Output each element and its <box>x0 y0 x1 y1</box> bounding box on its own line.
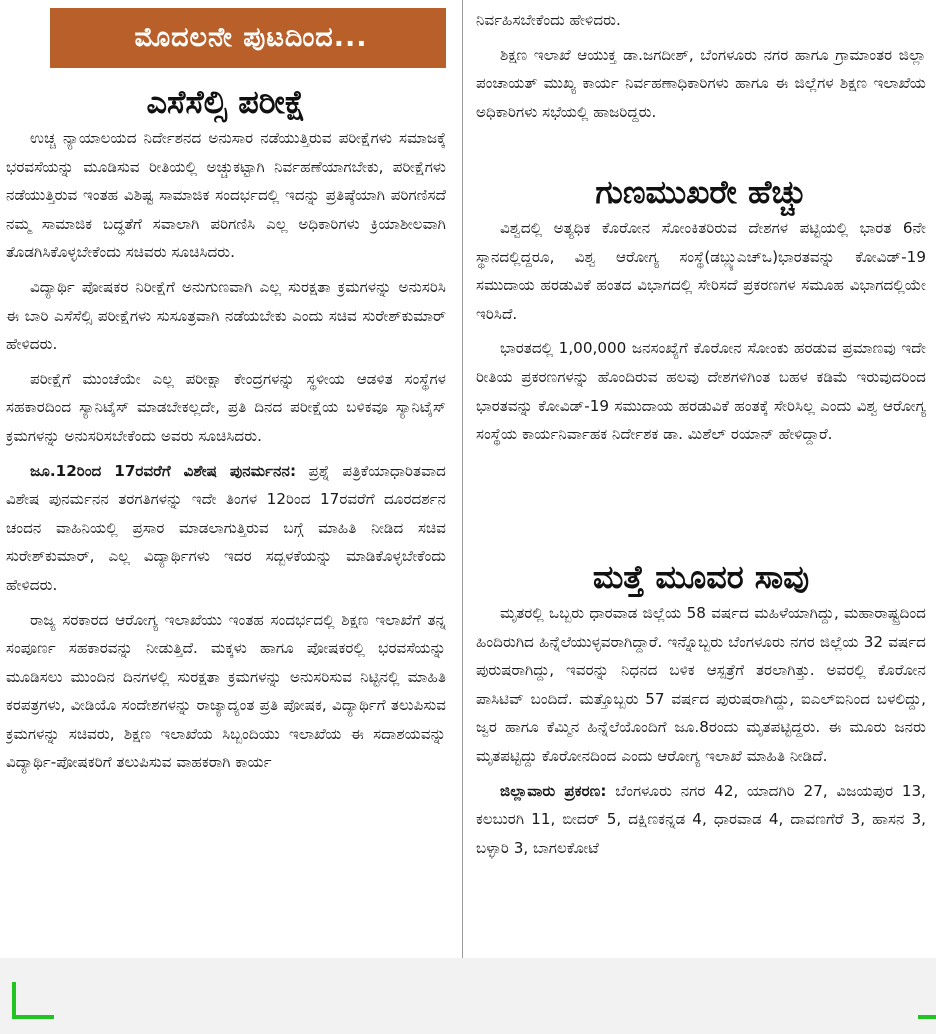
paragraph: ಪರೀಕ್ಷೆಗೆ ಮುಂಚೆಯೇ ಎಲ್ಲ ಪರೀಕ್ಷಾ ಕೇಂದ್ರಗಳನ್ನು ಸ್ಥಳೀಯ ಆಡಳಿತ ಸಂಸ್ಥೆಗಳ ಸಹಕಾರದಿಂದ ಸ್ಯಾನಿಟೈಸ್ ಮಾಡಬೇಕಲ್ಲದೇ, ಪ್ರತಿ ದಿನದ ಪರೀಕ್ಷೆಯ ಬಳಿಕವೂ ಸ್ಯಾನಿಟೈಸ್ ಕ್ರಮಗಳನ್ನು ಅನುಸರಿಸಬೇಕೆಂದು ಅವರು ಸೂಚಿಸಿದರು. <box>6 369 446 445</box>
paragraph: ವಿದ್ಯಾರ್ಥಿ ಪೋಷಕರ ನಿರೀಕ್ಷೆಗೆ ಅನುಗುಣವಾಗಿ ಎಲ್ಲ ಸುರಕ್ಷತಾ ಕ್ರಮಗಳನ್ನು ಅನುಸರಿಸಿ ಈ ಬಾರಿ ಎಸೆಸೆಲ್ಸಿ ಪರೀಕ್ಷೆಗಳು ಸುಸೂತ್ರವಾಗಿ ನಡೆಯಬೇಕು ಎಂದು ಸಚಿವ ಸುರೇಶ್‌ಕುಮಾರ್ ಹೇಳಿದರು. <box>6 277 446 354</box>
crop-mark-right-horizontal <box>918 1015 936 1019</box>
left-column <box>6 0 446 958</box>
headline-three-deaths: ಮತ್ತೆ ಮೂವರ ಸಾವು <box>592 558 810 596</box>
right-column <box>476 0 926 958</box>
paragraph: ವಿಶ್ವದಲ್ಲಿ ಅತ್ಯಧಿಕ ಕೊರೋನ ಸೋಂಕಿತರಿರುವ ದೇಶಗಳ ಪಟ್ಟಿಯಲ್ಲಿ ಭಾರತ 6ನೇ ಸ್ಥಾನದಲ್ಲಿದ್ದರೂ, ವಿಶ್ವ ಆರೋಗ್ಯ ಸಂಸ್ಥೆ(ಡಬ್ಲ್ಯುಎಚ್‌ಒ)ಭಾರತವನ್ನು ಕೋವಿಡ್-19 ಸಮುದಾಯ ಹರಡುವಿಕೆ ಹಂತದ ವಿಭಾಗದಲ್ಲಿ ಸೇರಿಸದೆ ಪ್ರಕರಣಗಳ ಸಮೂಹ ವಿಭಾಗದಲ್ಲಿಯೇ ಇರಿಸಿದೆ. <box>476 219 926 323</box>
column-divider <box>462 0 463 958</box>
crop-mark-left-horizontal <box>12 1015 54 1019</box>
paragraph-revision <box>6 457 446 600</box>
subhead-revision: ಜೂ.12ರಿಂದ 17ರವರೆಗೆ ವಿಶೇಷ ಪುನರ್ಮನನ: <box>30 461 297 480</box>
article-three-deaths <box>476 555 926 868</box>
paragraph: ಭಾರತದಲ್ಲಿ 1,00,000 ಜನಸಂಖ್ಯೆಗೆ ಕೊರೋನ ಸೋಂಕು ಹರಡುವ ಪ್ರಮಾಣವು ಇದೇ ರೀತಿಯ ಪ್ರಕರಣಗಳನ್ನು ಹೊಂದಿರುವ ಹಲವು ದೇಶಗಳಿಗಿಂತ ಬಹಳ ಕಡಿಮೆ ಇರುವುದರಿಂದ ಭಾರತವನ್ನು ಕೋವಿಡ್-19 ಸಮುದಾಯ ಹರಡುವಿಕೆ ಹಂತಕ್ಕೆ ಸೇರಿಸಿಲ್ಲ ಎಂದು ವಿಶ್ವ ಆರೋಗ್ಯ ಸಂಸ್ಥೆಯ ಕಾರ್ಯನಿರ್ವಾಹಕ ನಿರ್ದೇಶಕ ಡಾ. ಮಿಶೆಲ್ ರಯಾನ್ ಹೇಳಿದ್ದಾರೆ. <box>476 339 926 444</box>
paragraph-text: ಪ್ರಶ್ನೆ ಪತ್ರಿಕೆಯಾಧಾರಿತವಾದ ವಿಶೇಷ ಪುನರ್ಮನನ ತರಗತಿಗಳನ್ನು ಇದೇ ತಿಂಗಳ 12ರಿಂದ 17ರವರೆಗೆ ದೂರದರ್ಶನ ಚಂದನ ವಾಹಿನಿಯಲ್ಲಿ ಪ್ರಸಾರ ಮಾಡಲಾಗುತ್ತಿರುವ ಬಗ್ಗೆ ಮಾಹಿತಿ ನೀಡಿದ ಸಚಿವ ಸುರೇಶ್‌ಕುಮಾರ್, ಎಲ್ಲ ವಿದ್ಯಾರ್ಥಿಗಳು ಇದರ ಸದ್ಬಳಕೆಯನ್ನು ಮಾಡಿಕೊಳ್ಳಬೇಕೆಂದು ಹೇಳಿದರು. <box>6 461 446 594</box>
section-banner: ಮೊದಲನೇ ಪುಟದಿಂದ... <box>50 8 446 68</box>
subhead-district-cases: ಜಿಲ್ಲಾವಾರು ಪ್ರಕರಣ: <box>500 781 607 800</box>
headline-sslc-exam: ಎಸೆಸೆಲ್ಸಿ ಪರೀಕ್ಷೆ <box>146 83 306 121</box>
paragraph: ನಿರ್ವಹಿಸಬೇಕೆಂದು ಹೇಳಿದರು. <box>476 11 621 29</box>
paragraph: ಮೃತರಲ್ಲಿ ಒಬ್ಬರು ಧಾರವಾಡ ಜಿಲ್ಲೆಯ 58 ವರ್ಷದ ಮಹಿಳೆಯಾಗಿದ್ದು, ಮಹಾರಾಷ್ಟ್ರದಿಂದ ಹಿಂದಿರುಗಿದ ಹಿನ್ನೆಲೆಯುಳ್ಳವರಾಗಿದ್ದಾರೆ. ಇನ್ನೊಬ್ಬರು ಬೆಂಗಳೂರು ನಗರ ಜಿಲ್ಲೆಯ 32 ವರ್ಷದ ಪುರುಷರಾಗಿದ್ದು, ಇವರನ್ನು ನಿಧನದ ಬಳಿಕ ಆಸ್ಪತ್ರೆಗೆ ತರಲಾಗಿತ್ತು. ಅವರಲ್ಲಿ ಕೊರೋನ ಪಾಸಿಟಿವ್ ಬಂದಿದೆ. ಮತ್ತೊಬ್ಬರು 57 ವರ್ಷದ ಪುರುಷರಾಗಿದ್ದು, ಐಎಲ್‌ಐನಿಂದ ಬಳಲಿದ್ದು, ಜ್ವರ ಹಾಗೂ ಕೆಮ್ಮಿನ ಹಿನ್ನೆಲೆಯೊಂದಿಗೆ ಜೂ.8ರಂದು ಮೃತಪಟ್ಟಿದ್ದರು. ಈ ಮೂರು ಜನರು ಮೃತಪಟ್ಟಿದ್ದು ಕೊರೋನದಿಂದ ಎಂದು ಆರೋಗ್ಯ ಇಲಾಖೆ ಮಾಹಿತಿ ನೀಡಿದೆ. <box>476 604 926 765</box>
paragraph-text: ಬೆಂಗಳೂರು ನಗರ 42, ಯಾದಗಿರಿ 27, ವಿಜಯಪುರ 13, ಕಲಬುರಗಿ 11, ಬೀದರ್ 5, ದಕ್ಷಿಣಕನ್ನಡ 4, ಧಾರವಾಡ 4, ದಾವಣಗೆರೆ 3, ಹಾಸನ 3, ಬಳ್ಳಾರಿ 3, ಬಾಗಲಕೋಟೆ <box>476 781 926 857</box>
paragraph: ರಾಜ್ಯ ಸರಕಾರದ ಆರೋಗ್ಯ ಇಲಾಖೆಯು ಇಂತಹ ಸಂದರ್ಭದಲ್ಲಿ ಶಿಕ್ಷಣ ಇಲಾಖೆಗೆ ತನ್ನ ಸಂಪೂರ್ಣ ಸಹಕಾರವನ್ನು ನೀಡುತ್ತಿದೆ. ಮಕ್ಕಳು ಹಾಗೂ ಪೋಷಕರಲ್ಲಿ ಭರವಸೆಯನ್ನು ಮೂಡಿಸಲು ಮುಂದಿನ ದಿನಗಳಲ್ಲಿ ಸುರಕ್ಷತಾ ಕ್ರಮಗಳನ್ನು ಅನುಸರಿಸುವ ನಿಟ್ಟಿನಲ್ಲಿ ಮಾಹಿತಿ ಕರಪತ್ರಗಳು, ವೀಡಿಯೊ ಸಂದೇಶಗಳನ್ನು ರಾಜ್ಯಾದ್ಯಂತ ಪ್ರತಿ ಪೋಷಕ, ವಿದ್ಯಾರ್ಥಿಗೆ ತಲುಪಿಸುವ ಕ್ರಮಗಳನ್ನು ಸಚಿವರು, ಶಿಕ್ಷಣ ಇಲಾಖೆಯ ಸಿಬ್ಬಂದಿಯು ಇಲಾಖೆಯ ಈ ಸದಾಶಯವನ್ನು ವಿದ್ಯಾರ್ಥಿ-ಪೋಷಕರಿಗೆ ತಲುಪಿಸುವ ವಾಹಕರಾಗಿ ಕಾರ್ಯ <box>6 610 446 772</box>
paragraph: ಉಚ್ಚ ನ್ಯಾಯಾಲಯದ ನಿರ್ದೇಶನದ ಅನುಸಾರ ನಡೆಯುತ್ತಿರುವ ಪರೀಕ್ಷೆಗಳು ಸಮಾಜಕ್ಕೆ ಭರವಸೆಯನ್ನು ಮೂಡಿಸುವ ರೀತಿಯಲ್ಲಿ ಅಚ್ಚುಕಟ್ಟಾಗಿ ನಿರ್ವಹಣೆಯಾಗಬೇಕು, ಪರೀಕ್ಷೆಗಳು ನಡೆಯುತ್ತಿರುವ ಇಂತಹ ವಿಶಿಷ್ಟ ಸಾಮಾಜಿಕ ಸಂದರ್ಭದಲ್ಲಿ ಇದನ್ನು ಪ್ರತಿಷ್ಠೆಯಾಗಿ ಪರಿಗಣಿಸದೆ ನಮ್ಮ ಸಾಮಾಜಿಕ ಬದ್ಧತೆಗೆ ಸವಾಲಾಗಿ ಪರಿಗಣಿಸಿ ಎಲ್ಲ ಅಧಿಕಾರಿಗಳು ಕ್ರಿಯಾಶೀಲವಾಗಿ ತೊಡಗಿಸಿಕೊಳ್ಳಬೇಕೆಂದು ಸಚಿವರು ಸೂಚಿಸಿದರು. <box>6 129 446 262</box>
crop-mark-left-vertical <box>12 982 16 1018</box>
paragraph-district-cases <box>476 777 926 863</box>
article-sslc-exam <box>6 80 446 783</box>
paragraph: ಶಿಕ್ಷಣ ಇಲಾಖೆ ಆಯುಕ್ತ ಡಾ.ಜಗದೀಶ್, ಬೆಂಗಳೂರು ನಗರ ಹಾಗೂ ಗ್ರಾಮಾಂತರ ಜಿಲ್ಲಾ ಪಂಚಾಯತ್ ಮುಖ್ಯ ಕಾರ್ಯ ನಿರ್ವಹಣಾಧಿಕಾರಿಗಳು ಹಾಗೂ ಈ ಜಿಲ್ಲೆಗಳ ಶಿಕ್ಷಣ ಇಲಾಖೆಯ ಅಧಿಕಾರಿಗಳು ಸಭೆಯಲ್ಲಿ ಹಾಜರಿದ್ದರು. <box>476 45 926 121</box>
article-continuation <box>476 6 926 132</box>
headline-recoveries: ಗುಣಮುಖರೇ ಹೆಚ್ಚು <box>595 173 807 211</box>
article-recoveries <box>476 170 926 455</box>
